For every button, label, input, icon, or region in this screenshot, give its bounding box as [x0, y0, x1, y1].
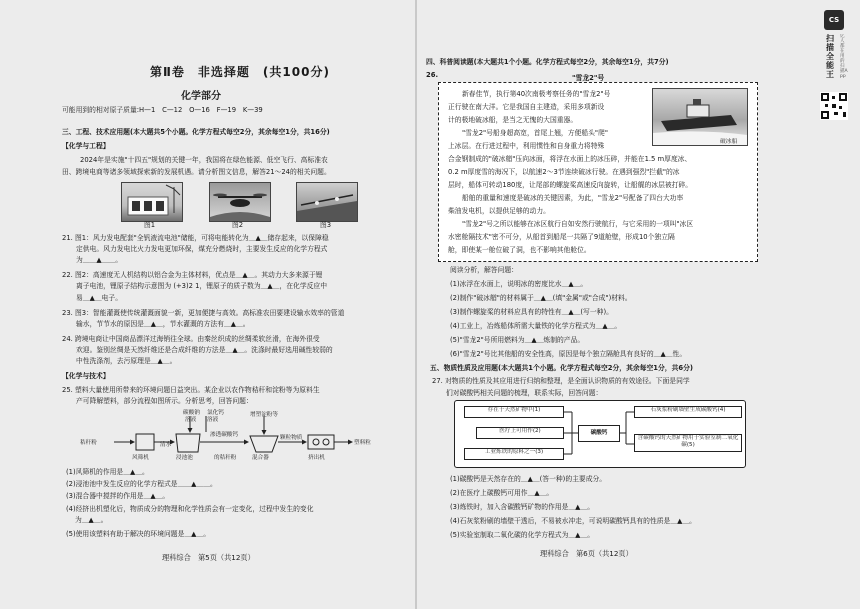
- article-line: 层时，船体可转动180度，让尾部的螺旋桨高速反向旋转，让船艉的冰层被打碎。: [448, 181, 693, 189]
- diagram-node-lime-paste-wall: 石灰浆粉刷墙壁生成碳酸钙(4): [634, 406, 742, 418]
- flow-chem-label: 碳酸钠: [183, 410, 200, 416]
- article-line: 新春佳节，执行第40次南极考察任务的"雪龙2"号: [462, 90, 611, 98]
- q24-line: 24. 跨境电商让中国商品漂洋过海销往全球。由秦丝织成的丝绸柔软丝滑，在海外很受: [62, 335, 320, 343]
- q21-line: 定供电。风力发电比火力发电更加环保，煤充分燃烧时，主要发生反应的化学方程式: [76, 245, 328, 253]
- q27-sub: (4)石灰浆粉刷的墙壁干透后，不易被水冲走，可说明碳酸钙具有的性质是＿▲＿。: [450, 517, 696, 525]
- q25-sub: (5)使用该塑料有助于解决的环境问题是＿▲＿。: [66, 530, 210, 538]
- diagram-node-medical-use: 医疗上可用作(2): [476, 427, 564, 439]
- left-page: [0, 0, 420, 609]
- q27-sub: (3)炼铁时，加入含碳酸钙矿物的作用是＿▲＿。: [450, 503, 594, 511]
- q21-line: 21. 图1：风力发电配套"全钒液流电池"储能，可将电能转化为＿▲＿储存起来，以保障稳: [62, 234, 329, 242]
- q22-line: 离子电池，锂原子结构示意图为 (+3)2 1，锂原子的质子数为＿▲＿，在化学反应中: [76, 282, 328, 290]
- q22-line: 22. 图2：高速度无人机结构以铝合金为主体材料，优点是＿▲＿。其动力大多来源于锂: [62, 271, 323, 279]
- scanner-app-name: 扫描全能王: [826, 34, 834, 79]
- flow-straw-label: 秸秆粉: [80, 440, 97, 446]
- q21-line: 为＿＿▲＿＿。: [76, 256, 123, 264]
- q25-line: 25. 塑料大量使用所带来的环境问题日益突出。某企业以农作物秸秆和淀粉等为原料生: [62, 386, 320, 394]
- figure-2-label: 图2: [232, 221, 244, 229]
- article-line: 水密舱隔技术"密不可分，从船首到船尾一共隔了9道舱壁，形成10个独立隔: [448, 233, 675, 241]
- q27-line: 27. 对物质的性质及其应用进行归纳和整理，是全面认识物质的有效途径。下面是同学: [432, 377, 690, 385]
- q25-sub: (4)经挤出机塑化后，物质成分的物理和化学性质会有一定变化，过程中发生的变化: [66, 505, 314, 513]
- q26-sub: (6)"雪龙2"号比其他船的安全性高，原因是每个独立隔舱具有良好的＿▲＿性。: [450, 350, 687, 358]
- process-flow-diagram: [80, 408, 380, 476]
- q27-line: 们对碳酸钙相关问题的梳理，联系实际，回答问题：: [446, 389, 603, 397]
- flow-chem-label: 溶液: [207, 417, 219, 423]
- diagram-node-co2-preparation: 含碳酸钙的天然矿物用于实验室制二氧化碳(5): [634, 434, 742, 452]
- diagram-node-natural-mineral: 存在于天然矿物中(1): [464, 406, 564, 418]
- flow-extruder-label: 挤出机: [308, 455, 325, 461]
- article-line: 合金钢制成的"破冰艏"压向冰面，将浮在水面上的冰压碎，并能在1.5 m厚度冰、: [448, 155, 692, 163]
- figure-3-label: 图3: [320, 221, 332, 229]
- technology-tag: 【化学与技术】: [62, 372, 110, 380]
- flow-pellet-label: 颗粒物质: [280, 435, 303, 441]
- flow-treated-label: 渗透碳酸钙: [210, 432, 238, 438]
- right-page: [420, 0, 860, 609]
- q25-sub: 为＿▲＿。: [66, 516, 108, 524]
- q22-line: 易＿▲＿电子。: [76, 294, 123, 302]
- part4-header: 四、科普阅读题(本大题共1个小题。化学方程式每空2分，其余每空1分，共7分): [426, 58, 669, 66]
- article-line: 0.2 m厚度雪的海况下，以航速2～3节连续破冰行驶。在遇到强烈"拦截"的冰: [448, 168, 680, 176]
- part3-header: 三、工程、技术应用题(本大题共5个小题。化学方程式每空2分，其余每空1分，共16分): [62, 128, 330, 136]
- q26-sub: (5)"雪龙2"号所用燃料为＿▲＿炼制的产品。: [450, 336, 585, 344]
- subject-title: 化学部分: [181, 91, 221, 102]
- intro-line: 田、跨境电商等诸多领域探索新的发展机遇。请分析图文信息，解答21～24的相关问题。: [62, 168, 331, 176]
- figure-1-label: 图1: [144, 221, 156, 229]
- flow-starch-label: 增塑淀粉等: [250, 412, 278, 418]
- q26-number: 26.: [426, 71, 439, 79]
- read-prompt: 阅读分析，解答问题：: [450, 266, 518, 274]
- figure-1-wind-battery-image: [121, 182, 183, 222]
- article-line: 正行驶在南大洋。它是我国自主建造，采用多项新设: [448, 103, 605, 111]
- engineering-tag: 【化学与工程】: [62, 142, 110, 150]
- mixer: [250, 436, 278, 452]
- q25-sub: (3)混合器中搅拌的作用是＿▲＿。: [66, 492, 170, 500]
- article-line: "雪龙2"号船身超高宽，首尾上翘，方便船头"爬": [462, 129, 608, 137]
- atomic-masses: 可能用到的相对原子质量:H—1 C—12 O—16 F—19 K—39: [62, 106, 263, 114]
- scanner-app-tagline: 亿人都在用的扫描App: [840, 34, 848, 79]
- q27-sub: (1)碳酸钙是天然存在的＿▲＿(答一种)的主要成分。: [450, 475, 607, 483]
- qr-code-icon: [820, 92, 848, 120]
- flow-product-label: 塑料粒: [354, 440, 371, 446]
- flow-chem-label: 氯化钙: [207, 410, 224, 416]
- article-line: "雪龙2"号之所以能够在冰区航行自如安然行驶航行，与它采用的一项叫"冰区: [462, 220, 694, 228]
- section-title: 第Ⅱ卷 非选择题 (共100分): [150, 65, 330, 79]
- article-line: 上冰层。在行进过程中，利用惯性和自身重力将特殊: [448, 142, 605, 150]
- q26-sub: (1)冰浮在水面上，说明冰的密度比水＿▲＿。: [450, 280, 588, 288]
- q26-sub: (3)制作螺旋桨的材料应具有的特性有＿▲＿(写一种)。: [450, 308, 613, 316]
- extruder: [308, 435, 334, 449]
- left-page-footer: 理科综合 第5页（共12页）: [162, 553, 255, 562]
- q23-line: 输水，节节水的原因是＿▲＿，节水灌溉的方法有＿▲＿。: [76, 320, 250, 328]
- q27-sub: (5)实验室制取二氧化碳的化学方程式为＿▲＿。: [450, 531, 594, 539]
- q26-sub: (2)制作"破冰艏"的材料属于＿▲＿(填"金属"或"合成")材料。: [450, 294, 632, 302]
- article-line: 柴油发电机，以提供足够的动力。: [448, 207, 550, 215]
- diagram-node-iron-smelting: 工业炼铁的原料之一(3): [464, 448, 564, 460]
- q25-line: 产可降解塑料，部分流程如图所示。分析思考，回答问题：: [76, 397, 253, 405]
- article-title: "雪龙2"号: [572, 74, 605, 82]
- flow-treated-label: 的秸秆粉: [214, 455, 237, 461]
- q27-sub: (2)在医疗上碳酸钙可用作＿▲＿。: [450, 489, 554, 497]
- article-line: 计的极地破冰船，是当之无愧的大国重器。: [448, 116, 578, 124]
- q25-sub: (2)浸池池中发生反应的化学方程式是＿＿▲＿＿。: [66, 480, 217, 488]
- flow-chem-label: 溶液: [185, 417, 197, 423]
- diagram-center-calcium-carbonate: 碳酸钙: [578, 425, 620, 442]
- scanner-app-logo: CS: [824, 10, 844, 30]
- part5-header: 五、物质性质及应用题(本大题共1个小题。化学方程式每空2分，其余每空1分，共6分): [430, 364, 694, 372]
- q25-sub: (1)风筛机的作用是＿▲＿。: [66, 468, 149, 476]
- q24-line: 欢迎。鉴别丝绸是天然纤维还是合成纤维的方法是＿▲＿。洗涤时最好选用碱性较弱的: [76, 346, 333, 354]
- soak-tank: [176, 434, 200, 452]
- q24-line: 中性洗涤剂，去污原理是＿▲＿。: [76, 357, 177, 365]
- photo-caption: 破冰船: [720, 139, 738, 145]
- flow-fan-label: 风筛机: [132, 455, 149, 461]
- fan-sieve-machine: [136, 434, 154, 450]
- flow-soak-label: 浸池池: [176, 455, 193, 461]
- q26-sub: (4)工业上，冶炼船体所需大量铁的化学方程式为＿▲＿。: [450, 322, 622, 330]
- intro-line: 2024年是实施"十四五"规划的关键一年，我国将在绿色能源、低空飞行、高标准农: [80, 156, 328, 164]
- article-line: 舱，即使某一舱位破了洞，也不影响其他舱位。: [448, 246, 591, 254]
- q23-line: 23. 图3：智能灌溉使传统灌溉面貌一新，更加便捷与高效。高标准农田要建设输水效率的管道: [62, 309, 345, 317]
- right-page-footer: 理科综合 第6页（共12页）: [540, 549, 633, 558]
- flow-water-label: 清水: [160, 442, 172, 448]
- flow-mixer-label: 混合器: [252, 455, 269, 461]
- figure-3-irrigation-image: [296, 182, 358, 222]
- figure-2-drone-image: [209, 182, 271, 222]
- article-line: 船舶的重量和速度是破冰的关键因素，为此，"雪龙2"号配备了四台大功率: [462, 194, 684, 202]
